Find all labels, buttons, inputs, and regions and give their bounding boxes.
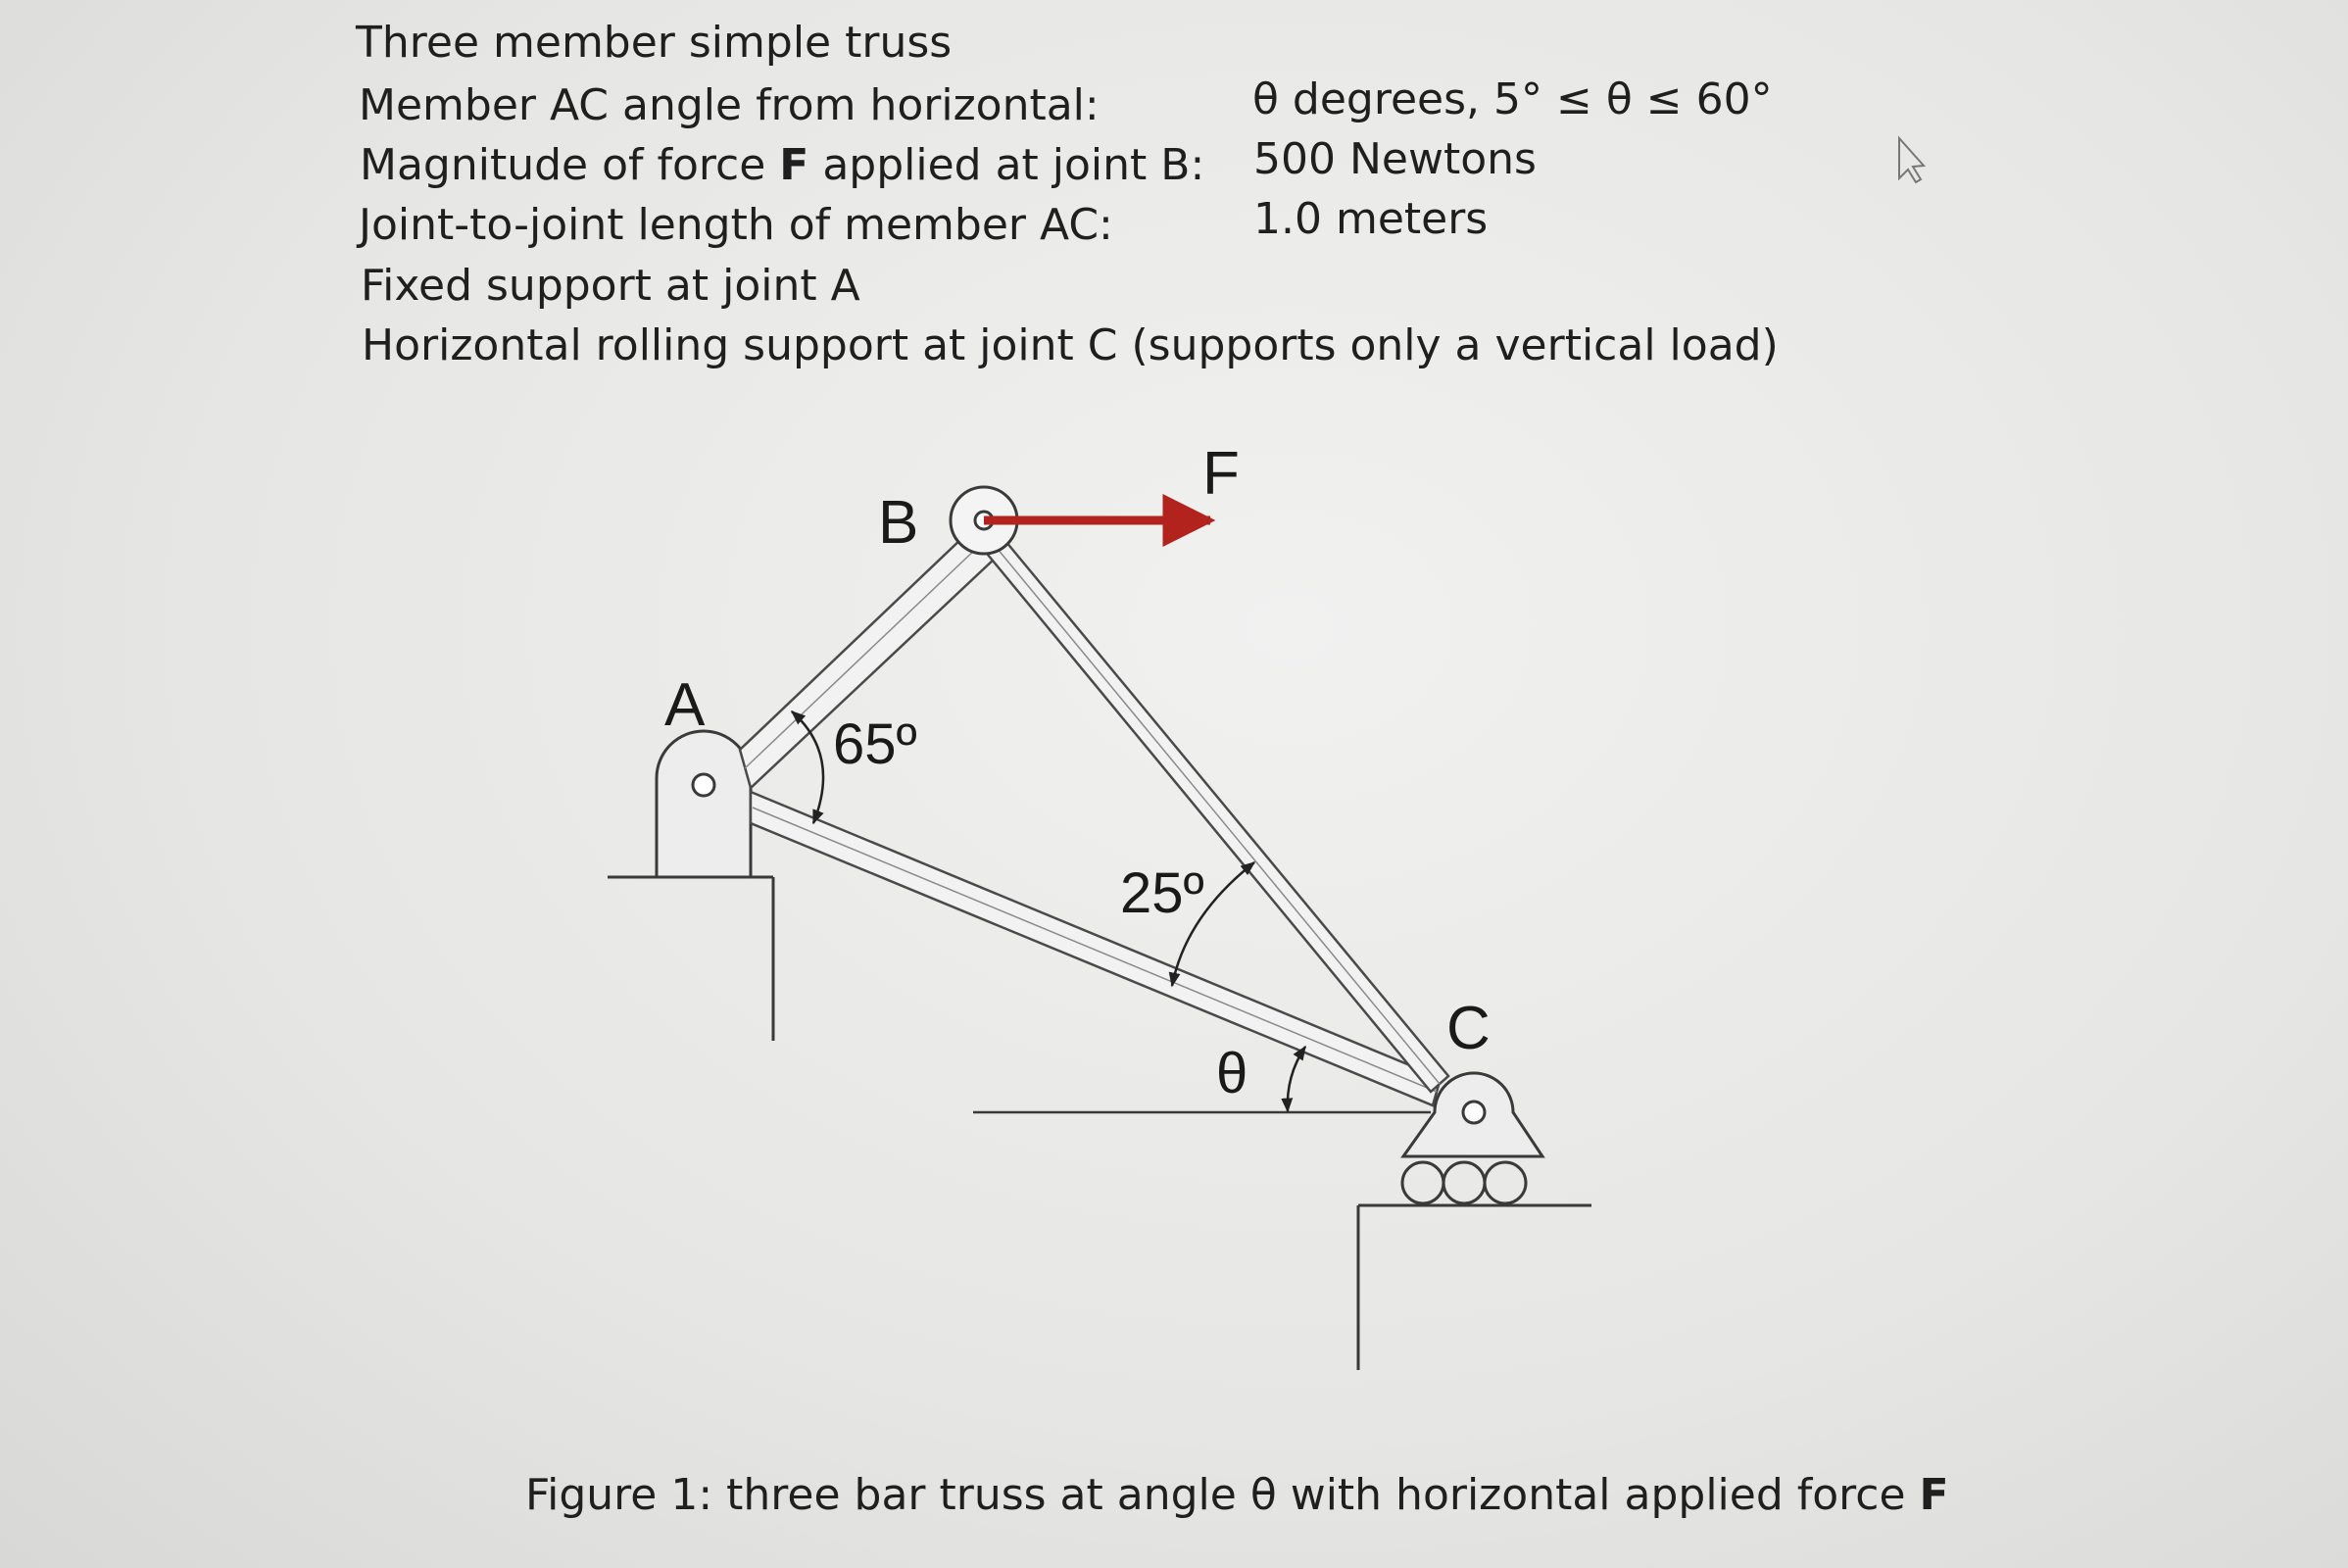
label-angle-theta: θ (1216, 1042, 1248, 1105)
spec-support-a: Fixed support at joint A (361, 261, 860, 311)
roller-1 (1402, 1162, 1443, 1203)
pin-c (1463, 1102, 1485, 1123)
spec-row-ac-angle-value: θ degrees, 5° ≤ θ ≤ 60° (1252, 74, 1773, 124)
spec-row-force-label: Magnitude of force F applied at joint B: (360, 140, 1205, 190)
roller-2 (1443, 1162, 1485, 1203)
figure-caption: Figure 1: three bar truss at angle θ with horizontal applied force F (525, 1470, 1949, 1520)
rolling-support-c (1358, 1073, 1591, 1370)
pin-a (693, 774, 714, 796)
spec-row-ac-angle-label: Member AC angle from horizontal: (359, 80, 1100, 130)
label-force: F (1202, 440, 1240, 508)
spec-row-length-value: 1.0 meters (1253, 194, 1489, 244)
truss-diagram (608, 440, 1591, 1370)
label-joint-b: B (878, 489, 919, 557)
label-angle-65: 65º (833, 712, 917, 776)
roller-3 (1485, 1162, 1526, 1203)
spec-row-length-label: Joint-to-joint length of member AC: (359, 200, 1113, 250)
label-angle-25: 25º (1120, 861, 1204, 925)
spec-title: Three member simple truss (356, 18, 953, 68)
spec-support-c: Horizontal rolling support at joint C (supports only a vertical load) (362, 320, 1779, 370)
mouse-cursor-icon (1899, 138, 1924, 182)
problem-spec (355, 18, 1779, 370)
label-joint-a: A (664, 671, 706, 739)
angle-arc-theta (1288, 1047, 1305, 1111)
spec-row-force-value: 500 Newtons (1253, 134, 1537, 184)
label-joint-c: C (1446, 995, 1491, 1062)
